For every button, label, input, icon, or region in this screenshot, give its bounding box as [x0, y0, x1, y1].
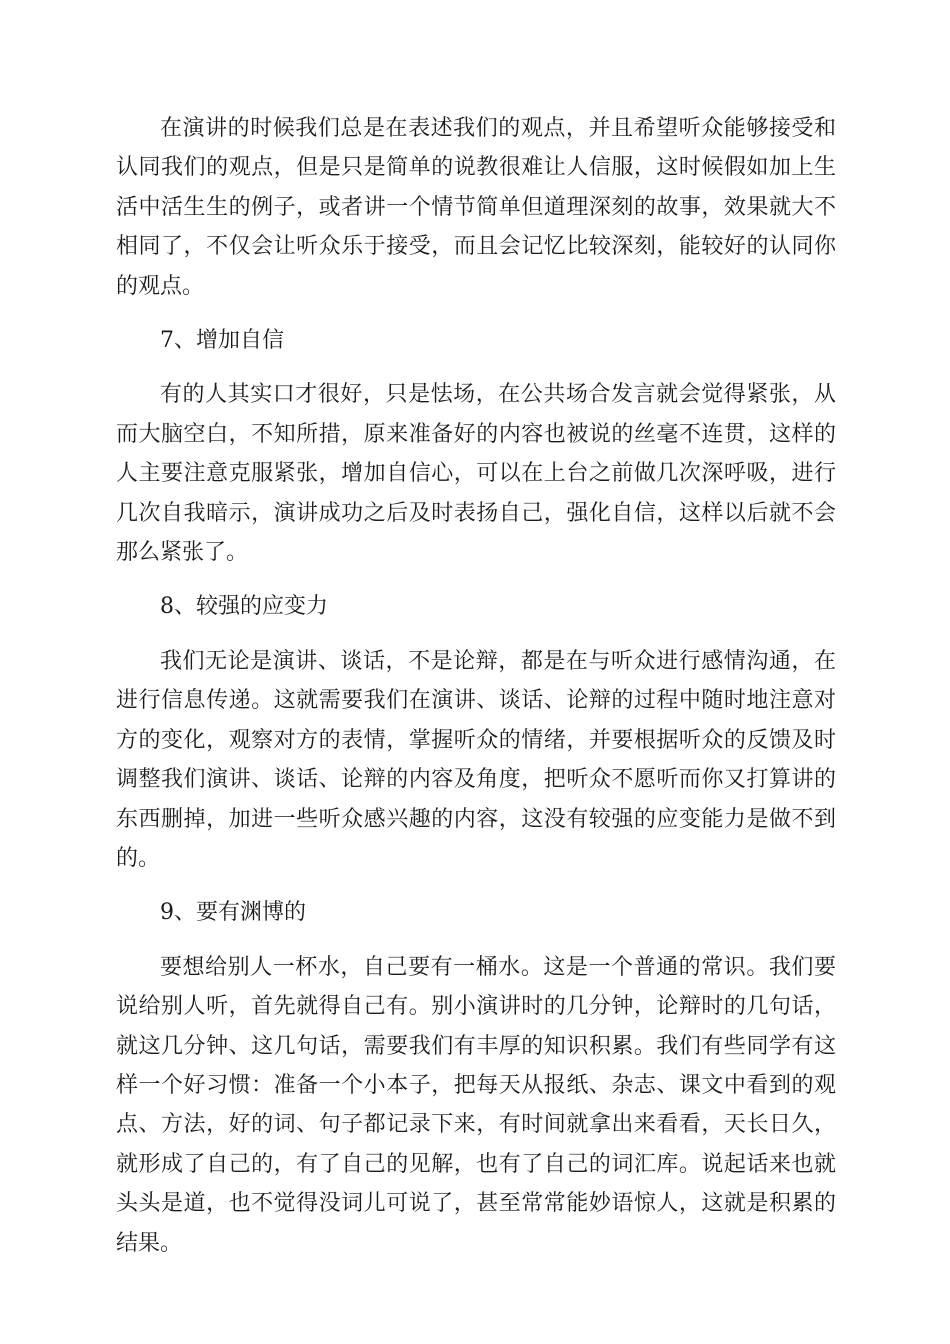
heading-confidence: 7、增加自信	[160, 328, 284, 354]
spacer	[116, 878, 836, 893]
spacer	[116, 360, 836, 375]
spacer	[116, 933, 836, 948]
spacer	[116, 572, 836, 587]
paragraph-knowledge: 要想给别人一杯水，自己要有一桶水。这是一个普通的常识。我们要说给别人听，首先就得自己有。别小演讲时的几分钟，论辩时的几句话，就这几分钟、这几句话，需要我们有丰厚的知识积累。我们有些同学有这样一个好习惯：准备一个小本子，把每天从报纸、杂志、课文中看到的观点、方法，好的词、句子都记录下来，有时间就拿出来看看，天长日久，就形成了自己的，有了自己的见解，也有了自己的词汇库。说起话来也就头头是道，也不觉得没词儿可说了，甚至常常能妙语惊人，这就是积累的结果。	[116, 954, 836, 1256]
spacer	[116, 627, 836, 642]
paragraph-confidence: 有的人其实口才很好，只是怯场，在公共场合发言就会觉得紧张，从而大脑空白，不知所措，原来准备好的内容也被说的丝毫不连贯，这样的人主要注意克服紧张，增加自信心，可以在上台之前做几次深呼吸，进行几次自我暗示，演讲成功之后及时表扬自己，强化自信，这样以后就不会那么紧张了。	[116, 382, 836, 566]
document-body	[116, 109, 836, 1263]
paragraph-examples: 在演讲的时候我们总是在表述我们的观点，并且希望听众能够接受和认同我们的观点，但是只是简单的说教很难让人信服，这时候假如加上生活中活生生的例子，或者讲一个情节简单但道理深刻的故事，效果就大不相同了，不仅会让听众乐于接受，而且会记忆比较深刻，能较好的认同你的观点。	[116, 116, 836, 299]
paragraph-adaptability: 我们无论是演讲、谈话，不是论辩，都是在与听众进行感情沟通，在进行信息传递。这就需要我们在演讲、谈话、论辩的过程中随时地注意对方的变化，观察对方的表情，掌握听众的情绪，并要根据听众的反馈及时调整我们演讲、谈话、论辩的内容及角度，把听众不愿听而你又打算讲的东西删掉，加进一些听众感兴趣的内容，这没有较强的应变能力是做不到的。	[116, 648, 836, 871]
heading-adaptability: 8、较强的应变力	[160, 594, 328, 620]
heading-knowledge: 9、要有渊博的	[160, 900, 306, 926]
spacer	[116, 306, 836, 321]
